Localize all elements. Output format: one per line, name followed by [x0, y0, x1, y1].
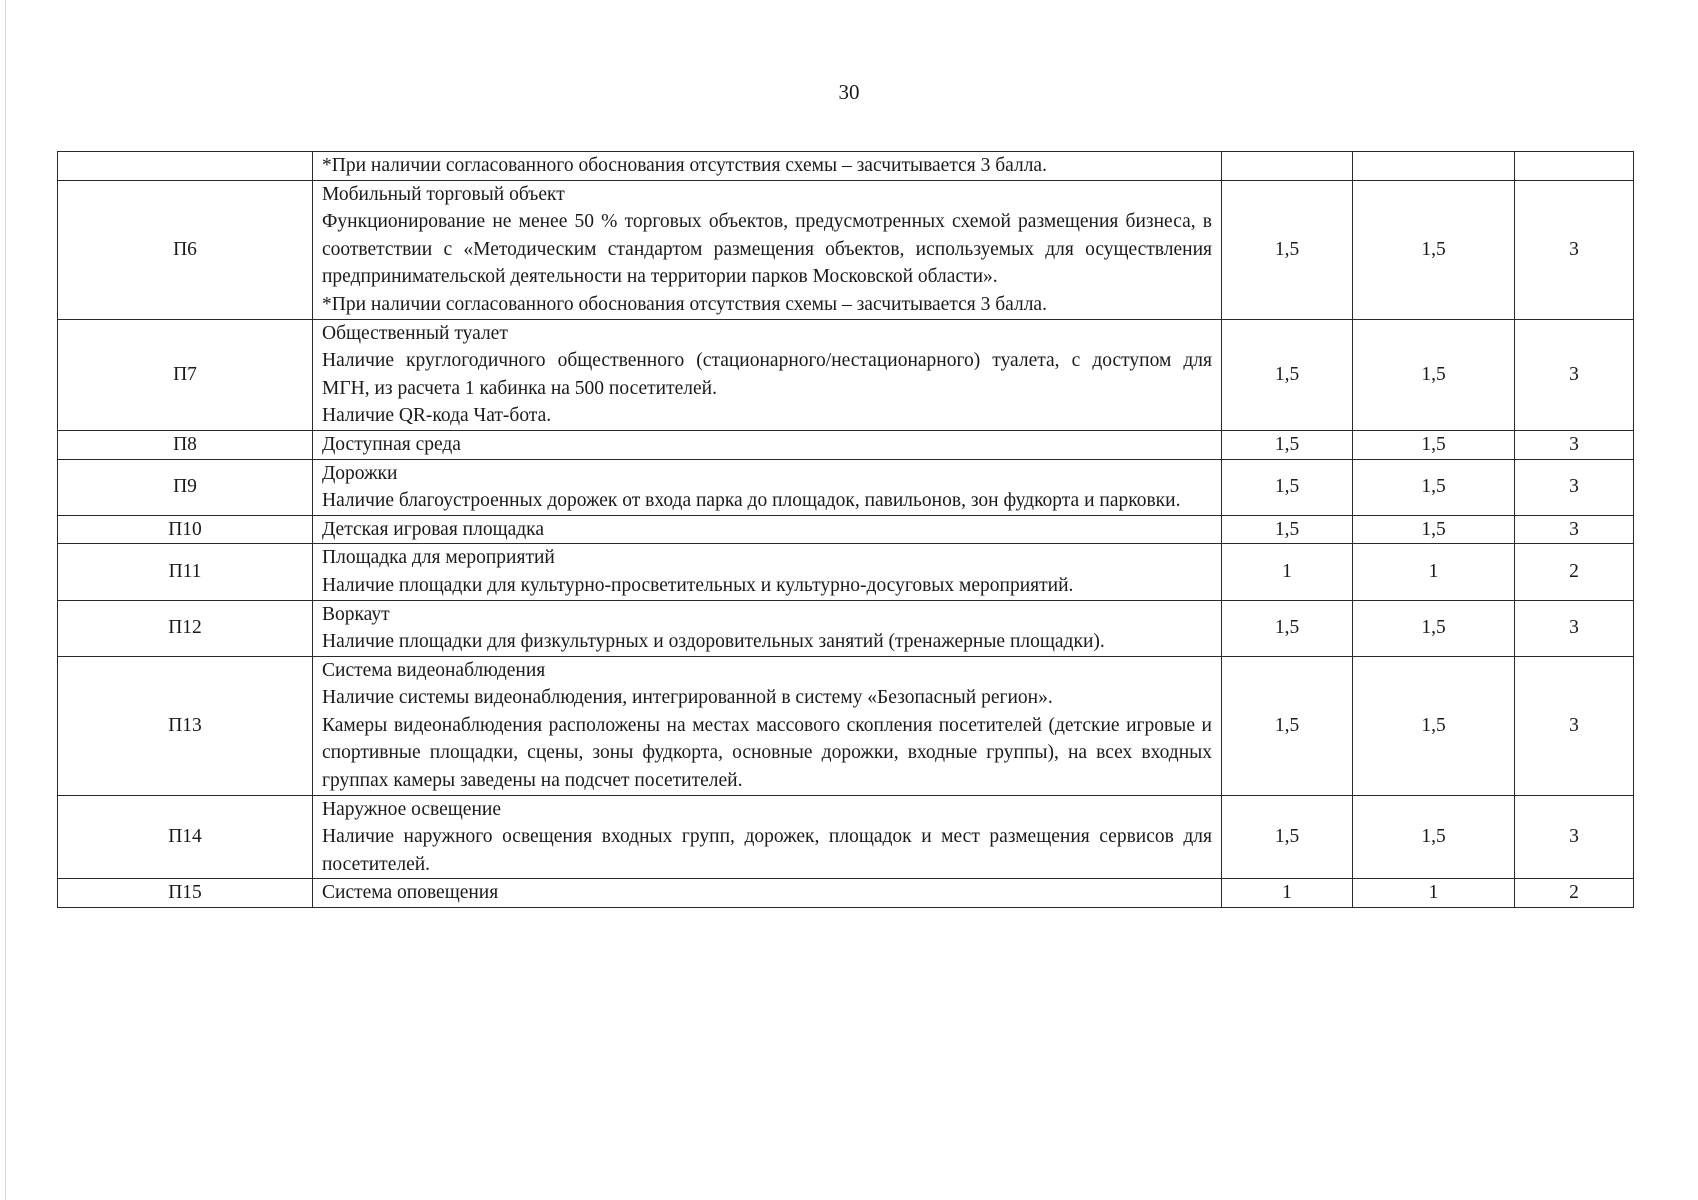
table-row: [58, 459, 1634, 515]
criterion-title: Наружное освещение: [322, 798, 501, 820]
table-row: [58, 600, 1634, 656]
criterion-code: П6: [58, 180, 313, 319]
table-row: [58, 430, 1634, 459]
table-row: [58, 795, 1634, 879]
score-cell-3: [1515, 152, 1634, 181]
score-cell-3: 2: [1515, 879, 1634, 908]
criterion-text: Система оповещения: [322, 882, 499, 904]
score-cell-1: 1,5: [1222, 515, 1353, 544]
criterion-description: [313, 515, 1222, 544]
score-cell-3: 3: [1515, 319, 1634, 430]
score-cell-1: 1,5: [1222, 656, 1353, 795]
criterion-description: [313, 600, 1222, 656]
score-cell-1: 1: [1222, 879, 1353, 908]
score-cell-3: 3: [1515, 430, 1634, 459]
table-row: [58, 319, 1634, 430]
criterion-description: [313, 180, 1222, 319]
criterion-text: Наличие площадки для культурно-просветительных и культурно-досуговых мероприятий.: [322, 574, 1074, 596]
score-cell-1: 1,5: [1222, 600, 1353, 656]
table-row: [58, 152, 1634, 181]
criterion-text: Наличие системы видеонаблюдения, интегрированной в систему «Безопасный регион».: [322, 687, 1053, 709]
criterion-text: Наличие QR-кода Чат-бота.: [322, 405, 552, 427]
score-cell-1: 1,5: [1222, 319, 1353, 430]
criterion-text: Детская игровая площадка: [322, 518, 545, 540]
criterion-text: Доступная среда: [322, 433, 461, 455]
table-row: [58, 879, 1634, 908]
criterion-code: П10: [58, 515, 313, 544]
score-cell-2: 1,5: [1353, 600, 1515, 656]
score-cell-2: [1353, 152, 1515, 181]
score-cell-1: [1222, 152, 1353, 181]
score-cell-1: 1,5: [1222, 795, 1353, 879]
criterion-code: П9: [58, 459, 313, 515]
score-cell-3: 3: [1515, 459, 1634, 515]
criterion-code: П8: [58, 430, 313, 459]
criterion-code: П14: [58, 795, 313, 879]
criterion-description: [313, 319, 1222, 430]
criterion-text: *При наличии согласованного обоснования отсутствия схемы – засчитывается 3 балла.: [322, 155, 1047, 176]
criterion-code: П11: [58, 544, 313, 600]
score-cell-2: 1,5: [1353, 430, 1515, 459]
criterion-title: Площадка для мероприятий: [322, 547, 555, 569]
criterion-title: Общественный туалет: [322, 322, 508, 344]
criterion-code: П12: [58, 600, 313, 656]
score-cell-3: 3: [1515, 180, 1634, 319]
criterion-description: [313, 656, 1222, 795]
criterion-text: Наличие круглогодичного общественного (стационарного/нестационарного) туалета, с доступом для МГН, из расчета 1 кабинка на 500 посетителей.: [322, 350, 1212, 399]
criterion-code: П13: [58, 656, 313, 795]
score-cell-1: 1,5: [1222, 180, 1353, 319]
score-cell-1: 1,5: [1222, 430, 1353, 459]
criterion-title: Воркаут: [322, 603, 390, 625]
criterion-text: *При наличии согласованного обоснования отсутствия схемы – засчитывается 3 балла.: [322, 293, 1047, 315]
criterion-code: П15: [58, 879, 313, 908]
score-cell-3: 3: [1515, 656, 1634, 795]
criterion-text: Наличие площадки для физкультурных и оздоровительных занятий (тренажерные площадки).: [322, 631, 1105, 653]
criterion-description: [313, 544, 1222, 600]
criterion-text: Камеры видеонаблюдения расположены на местах массового скопления посетителей (детские игровые и спортивные площадки, сцены, зоны фудкорта, основные дорожки, входные группы), на всех входных группах камеры заведены на подсчет посетителей.: [322, 714, 1212, 792]
table-row: [58, 180, 1634, 319]
criterion-code: [58, 152, 313, 181]
score-cell-3: 3: [1515, 600, 1634, 656]
score-cell-2: 1,5: [1353, 656, 1515, 795]
criterion-title: Система видеонаблюдения: [322, 659, 546, 681]
criterion-title: Дорожки: [322, 462, 398, 484]
score-cell-2: 1,5: [1353, 459, 1515, 515]
criterion-description: [313, 152, 1222, 181]
criterion-code: П7: [58, 319, 313, 430]
criteria-table-body: [58, 152, 1634, 908]
criterion-description: [313, 795, 1222, 879]
score-cell-3: 3: [1515, 515, 1634, 544]
score-cell-3: 2: [1515, 544, 1634, 600]
score-cell-2: 1: [1353, 879, 1515, 908]
criterion-text: Функционирование не менее 50 % торговых объектов, предусмотренных схемой размещения бизнеса, в соответствии с «Методическим стандартом размещения объектов, используемых для осуществления предпринимательской деятельности на территории парков Московской области».: [322, 211, 1212, 288]
criterion-title: Мобильный торговый объект: [322, 183, 565, 205]
score-cell-2: 1,5: [1353, 795, 1515, 879]
score-cell-2: 1,5: [1353, 180, 1515, 319]
criterion-text: Наличие благоустроенных дорожек от входа парка до площадок, павильонов, зон фудкорта и парковки.: [322, 490, 1181, 512]
score-cell-3: 3: [1515, 795, 1634, 879]
criteria-table: [57, 151, 1634, 908]
score-cell-1: 1,5: [1222, 459, 1353, 515]
score-cell-2: 1,5: [1353, 319, 1515, 430]
score-cell-2: 1: [1353, 544, 1515, 600]
scan-edge-line: [5, 0, 6, 1200]
criterion-description: [313, 459, 1222, 515]
criterion-text: Наличие наружного освещения входных групп, дорожек, площадок и мест размещения сервисов для посетителей.: [322, 826, 1212, 875]
table-row: [58, 656, 1634, 795]
criterion-description: [313, 879, 1222, 908]
table-row: [58, 544, 1634, 600]
page-number: 30: [838, 80, 860, 104]
table-row: [58, 515, 1634, 544]
score-cell-1: 1: [1222, 544, 1353, 600]
criterion-description: [313, 430, 1222, 459]
score-cell-2: 1,5: [1353, 515, 1515, 544]
